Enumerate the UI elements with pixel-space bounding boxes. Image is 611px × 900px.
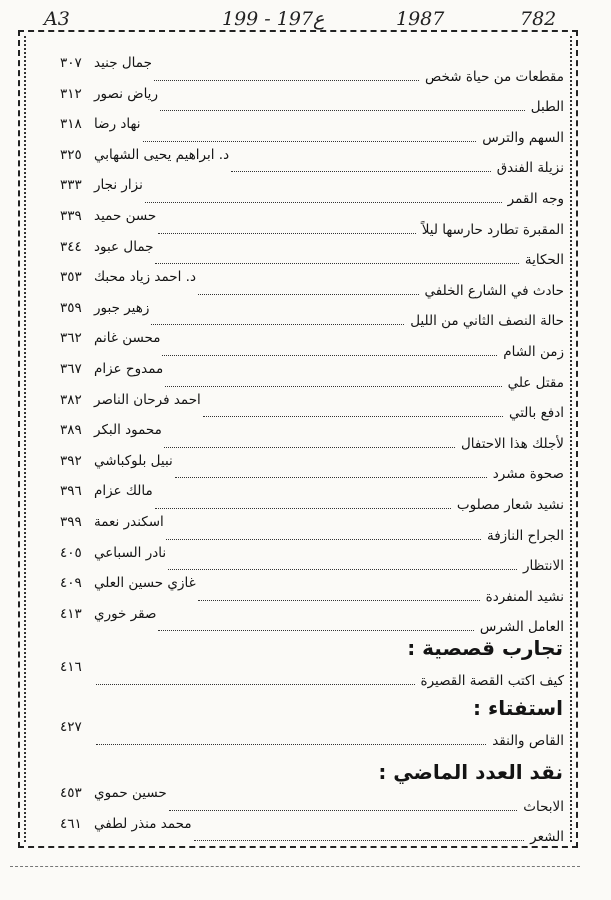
- toc-entry: [60, 85, 564, 116]
- entry-page-number: ٤٢٧: [60, 719, 82, 735]
- entry-page-number: ٣٦٧: [60, 360, 82, 377]
- dot-leader: [143, 140, 477, 142]
- entry-author: جمال جنيد: [94, 55, 152, 71]
- entry-author: محمود البكر: [94, 422, 162, 439]
- entry-author: جمال عبود: [94, 238, 154, 255]
- toc-entry: [60, 238, 564, 269]
- entry-title: حالة النصف الثاني من الليل: [410, 313, 564, 330]
- section-list: [60, 718, 564, 749]
- dot-leader: [154, 79, 419, 81]
- dot-leader: [158, 232, 415, 234]
- toc-entry: [60, 815, 564, 846]
- dot-leader: [96, 743, 486, 745]
- entry-author: نهاد رضا: [94, 116, 141, 133]
- handwritten-year: 1987: [396, 8, 445, 30]
- toc-entry: [60, 268, 564, 299]
- toc-entry: [60, 360, 564, 391]
- dot-leader: [96, 683, 415, 685]
- dot-leader: [166, 538, 481, 540]
- dot-leader: [164, 446, 455, 448]
- entry-page-number: ٣٦٢: [60, 330, 82, 347]
- dot-leader: [198, 293, 419, 295]
- toc-entry: [60, 452, 564, 483]
- toc-entry: [60, 329, 564, 360]
- toc-entry: [60, 544, 564, 575]
- entry-title: حادث في الشارع الخلفي: [424, 282, 564, 299]
- entry-title: الطبل: [530, 99, 564, 116]
- entry-title: المقبرة تطارد حارسها ليلاً: [421, 221, 564, 238]
- dot-leader: [155, 507, 451, 509]
- entry-title: كيف اكتب القصة القصيرة: [420, 672, 564, 689]
- dot-leader: [151, 323, 404, 325]
- entry-page-number: ٣٨٩: [60, 422, 82, 439]
- entry-page-number: ٣٢٥: [60, 146, 82, 163]
- entry-author: محمد منذر لطفي: [94, 815, 192, 832]
- entry-page-number: ٤٦١: [60, 815, 82, 832]
- toc-entry: [60, 718, 564, 749]
- entry-title: صحوة مشرد: [492, 466, 564, 483]
- dot-leader: [162, 354, 497, 356]
- entry-title: مقطعات من حياة شخص: [424, 68, 564, 85]
- toc-entry: [60, 146, 564, 177]
- entry-title: الشعر: [530, 829, 564, 846]
- entry-page-number: ٣٩٩: [60, 513, 82, 530]
- entry-title: الجراح النازفة: [486, 527, 564, 544]
- toc-entry: [60, 391, 564, 422]
- entry-author: مالك عزام: [94, 483, 153, 500]
- toc-entry: [60, 513, 564, 544]
- toc-entry: [60, 574, 564, 605]
- section-list: [60, 784, 564, 845]
- entry-author: نادر السباعي: [94, 544, 167, 561]
- entry-author: زهير جبور: [94, 299, 150, 316]
- entry-page-number: ٤٠٩: [60, 575, 82, 592]
- toc-entry: [60, 299, 564, 330]
- toc-list: [60, 54, 564, 635]
- toc-entry: [60, 115, 564, 146]
- bottom-divider: [10, 866, 580, 867]
- entry-page-number: ٤٥٣: [60, 785, 82, 801]
- entry-author: محسن غانم: [94, 330, 161, 347]
- entry-title: السهم والترس: [482, 129, 564, 146]
- entry-page-number: ٣٣٣: [60, 177, 82, 194]
- entry-title: العامل الشرس: [479, 619, 564, 636]
- entry-page-number: ٣٣٩: [60, 207, 82, 224]
- handwritten-years: 199 - 197ع: [222, 8, 325, 30]
- entry-author: رياض نصور: [94, 85, 158, 102]
- dot-leader: [203, 415, 503, 417]
- toc-entry: [60, 421, 564, 452]
- toc-entry: [60, 207, 564, 238]
- toc-entry: [60, 784, 564, 815]
- entry-page-number: ٣٩٦: [60, 483, 82, 500]
- dot-leader: [165, 385, 501, 387]
- toc-entry: [60, 54, 564, 85]
- entry-page-number: ٤١٦: [60, 659, 82, 675]
- dot-leader: [160, 109, 525, 111]
- entry-title: الابحاث: [523, 798, 564, 815]
- entry-page-number: ٣٩٢: [60, 452, 82, 469]
- entry-author: حسن حميد: [94, 207, 157, 224]
- entry-title: نشيد المنفردة: [485, 588, 564, 605]
- entry-author: غازي حسين العلي: [94, 575, 196, 592]
- entry-author: احمد فرحان الناصر: [94, 391, 201, 408]
- dot-leader: [198, 599, 480, 601]
- entry-author: نبيل بلوكباشي: [94, 452, 173, 469]
- entry-author: ممدوح عزام: [94, 360, 164, 377]
- entry-page-number: ٣٨٢: [60, 391, 82, 408]
- entry-title: القاص والنقد: [492, 732, 564, 749]
- entry-page-number: ٣٠٧: [60, 55, 82, 71]
- entry-title: الانتظار: [523, 558, 564, 575]
- entry-author: صقر خوري: [94, 605, 157, 622]
- entry-page-number: ٣١٢: [60, 85, 82, 102]
- dot-leader: [145, 201, 502, 203]
- dot-leader: [158, 629, 473, 631]
- entry-author: حسين حموي: [94, 785, 167, 801]
- entry-author: د. ابراهيم يحيى الشهابي: [94, 146, 230, 163]
- handwritten-ref: A3: [44, 8, 70, 30]
- dot-leader: [155, 262, 518, 264]
- handwritten-code: 782: [520, 8, 557, 30]
- toc-entry: [60, 482, 564, 513]
- entry-title: وجه القمر: [507, 190, 564, 207]
- entry-title: مقتل علي: [507, 374, 564, 391]
- section-heading-stories-experiences: تجارب قصصية :: [407, 636, 563, 660]
- entry-author: نزار نجار: [94, 177, 143, 194]
- entry-page-number: ٣١٨: [60, 116, 82, 133]
- entry-title: ادفع بالتي: [508, 405, 564, 422]
- entry-title: لأجلك هذا الاحتفال: [460, 435, 564, 452]
- entry-page-number: ٣٥٩: [60, 299, 82, 316]
- entry-title: الحكاية: [524, 252, 564, 269]
- entry-page-number: ٤١٣: [60, 605, 82, 622]
- section-list: [60, 658, 564, 689]
- entry-page-number: ٣٥٣: [60, 269, 82, 286]
- entry-title: زمن الشام: [503, 343, 564, 360]
- entry-title: نشيد شعار مصلوب: [456, 496, 564, 513]
- section-heading-previous-issue-criticism: نقد العدد الماضي :: [378, 760, 563, 784]
- entry-page-number: ٣٤٤: [60, 238, 82, 255]
- dot-leader: [168, 568, 517, 570]
- dot-leader: [194, 839, 525, 841]
- toc-entry: [60, 176, 564, 207]
- toc-entry: [60, 658, 564, 689]
- entry-author: اسكندر نعمة: [94, 513, 164, 530]
- dot-leader: [169, 809, 518, 811]
- entry-title: نزيلة الفندق: [496, 160, 564, 177]
- toc-entry: [60, 605, 564, 636]
- dot-leader: [175, 476, 487, 478]
- entry-page-number: ٤٠٥: [60, 544, 82, 561]
- dot-leader: [231, 170, 491, 172]
- entry-author: د. احمد زياد محبك: [94, 269, 196, 286]
- section-heading-survey: استفتاء :: [473, 696, 563, 720]
